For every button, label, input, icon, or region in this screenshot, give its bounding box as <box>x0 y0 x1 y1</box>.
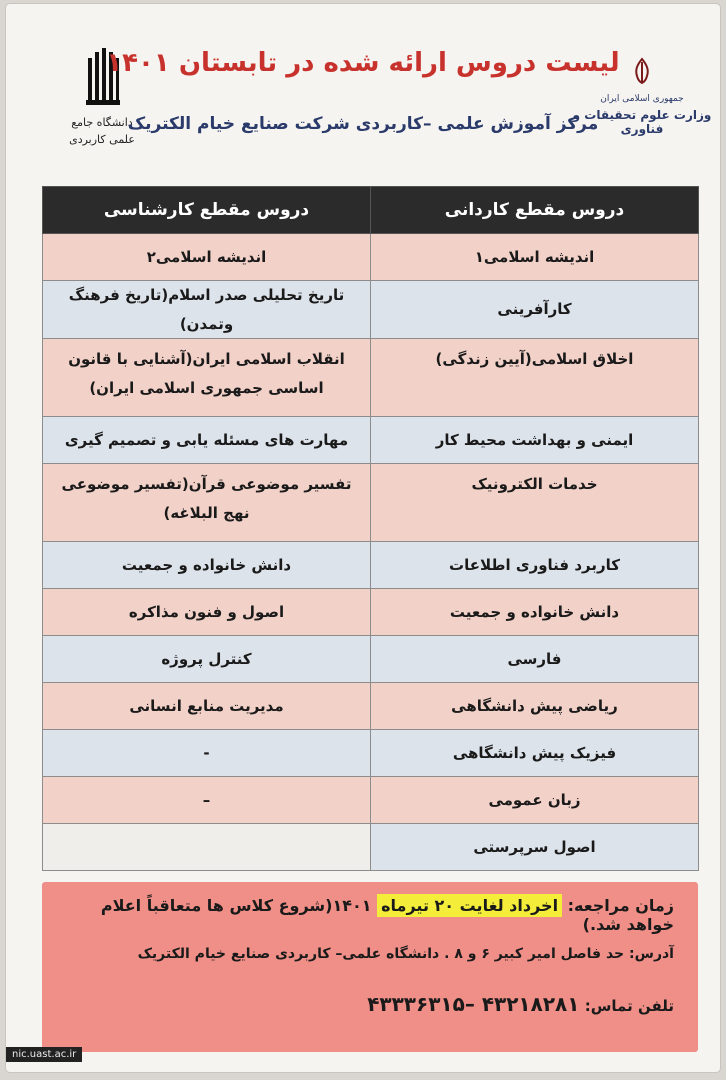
visit-time-rest: ۱۴۰۱(شروع کلاس ها متعاقباً اعلام خواهد شد.) <box>100 896 674 934</box>
bachelor-course: کنترل پروژه <box>43 636 371 683</box>
table-row <box>43 683 699 730</box>
phone-numbers: ۴۳۲۱۸۲۸۱ –۴۳۳۳۶۳۱۵ <box>367 992 580 1016</box>
associate-course: ریاضی پیش دانشگاهی <box>371 683 699 730</box>
header-bachelor: دروس مقطع کارشناسی <box>43 187 371 234</box>
visit-time-label: زمان مراجعه: <box>567 896 674 915</box>
table-row <box>43 417 699 464</box>
bachelor-course: اصول و فنون مذاکره <box>43 589 371 636</box>
header-associate: دروس مقطع کاردانی <box>371 187 699 234</box>
visit-time <box>60 896 674 934</box>
ministry-line1: جمهوری اسلامی ایران <box>600 94 684 104</box>
page-subtitle: مرکز آموزش علمی –کاربردی شرکت صنایع خیام الکتریک <box>127 114 599 134</box>
associate-course: خدمات الکترونیک <box>371 464 699 542</box>
table-row <box>43 730 699 777</box>
visit-time-highlight: اخرداد لغایت ۲۰ تیرماه <box>377 894 562 917</box>
university-line1: دانشگاه جامع <box>71 116 133 129</box>
bachelor-course: اندیشه اسلامی۲ <box>43 234 371 281</box>
table-row <box>43 234 699 281</box>
associate-course: کارآفرینی <box>371 281 699 339</box>
bachelor-course: – <box>43 777 371 824</box>
bachelor-course: دانش خانواده و جمعیت <box>43 542 371 589</box>
contact-box <box>42 882 698 1052</box>
associate-course: دانش خانواده و جمعیت <box>371 589 699 636</box>
associate-course: کاربرد فناوری اطلاعات <box>371 542 699 589</box>
table-row <box>43 824 699 871</box>
document-sheet <box>6 4 720 1072</box>
table-row <box>43 464 699 542</box>
bachelor-course: تاریخ تحلیلی صدر اسلام(تاریخ فرهنگ وتمدن) <box>43 281 371 339</box>
bachelor-course: - <box>43 730 371 777</box>
courses-table <box>42 186 699 871</box>
table-row <box>43 777 699 824</box>
table-row <box>43 589 699 636</box>
table-row <box>43 339 699 417</box>
site-watermark: nic.uast.ac.ir <box>6 1047 82 1062</box>
address: آدرس: حد فاصل امیر کبیر ۶ و ۸ . دانشگاه علمی– کاربردی صنایع خیام الکتریک <box>137 946 674 962</box>
phone <box>60 992 674 1016</box>
university-line2: علمی کاربردی <box>69 133 135 146</box>
bachelor-course: مدیریت منابع انسانی <box>43 683 371 730</box>
associate-course: فیزیک پیش دانشگاهی <box>371 730 699 777</box>
bachelor-course <box>43 824 371 871</box>
phone-label: تلفن تماس: <box>584 997 674 1015</box>
page-title: لیست دروس ارائه شده در تابستان ۱۴۰۱ <box>106 48 620 78</box>
associate-course: اصول سرپرستی <box>371 824 699 871</box>
bachelor-course: تفسیر موضوعی قرآن(تفسیر موضوعی نهج البلاغه) <box>43 464 371 542</box>
associate-course: فارسی <box>371 636 699 683</box>
associate-course: زبان عمومی <box>371 777 699 824</box>
bachelor-course: انقلاب اسلامی ایران(آشنایی با قانون اساسی جمهوری اسلامی ایران) <box>43 339 371 417</box>
associate-course: اخلاق اسلامی(آیین زندگی) <box>371 339 699 417</box>
table-header-row <box>43 187 699 234</box>
ministry-line2: وزارت علوم تحقیقات و فناوری <box>572 108 712 136</box>
table-row <box>43 636 699 683</box>
bachelor-course: مهارت های مسئله یابی و تصمیم گیری <box>43 417 371 464</box>
table-row <box>43 542 699 589</box>
associate-course: ایمنی و بهداشت محیط کار <box>371 417 699 464</box>
associate-course: اندیشه اسلامی۱ <box>371 234 699 281</box>
table-row <box>43 281 699 339</box>
